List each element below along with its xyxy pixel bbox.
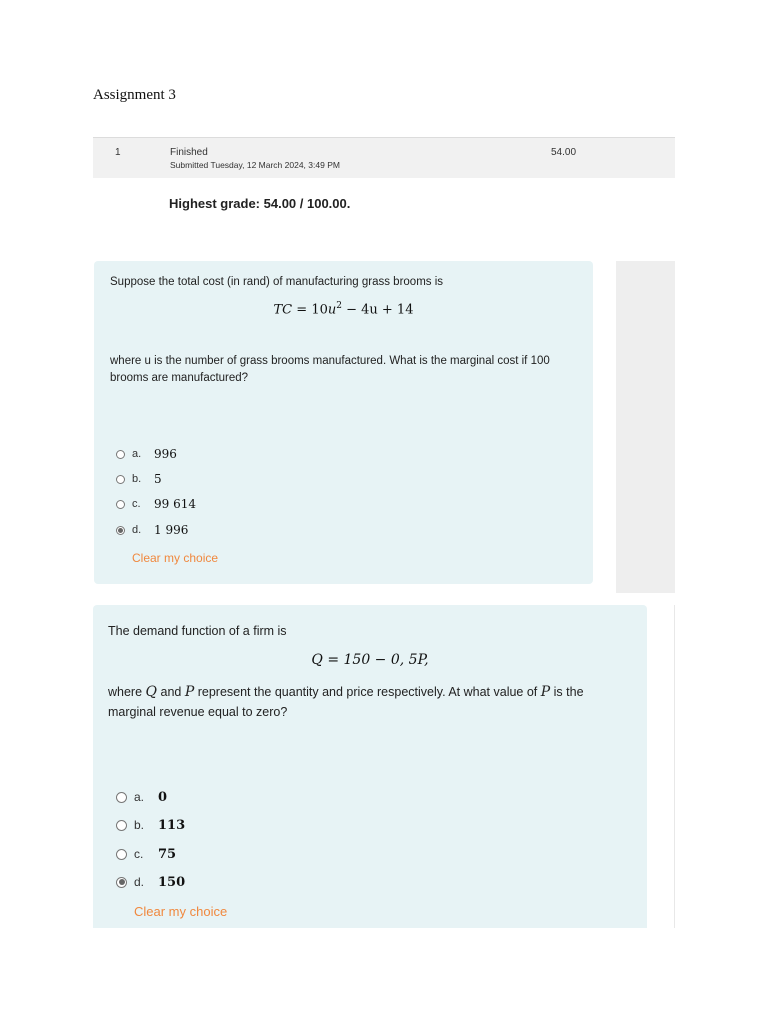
question-2-option-a[interactable]: [116, 788, 167, 806]
attempt-number: 1: [115, 147, 121, 158]
radio-button[interactable]: [116, 450, 125, 459]
question-2-option-c[interactable]: [116, 845, 176, 863]
radio-button-selected[interactable]: [116, 877, 127, 888]
question-2-body: where Q and P represent the quantity and price respectively. At what value of P is the marginal revenue equal to zero?: [108, 684, 584, 719]
option-letter: b.: [132, 473, 142, 485]
divider: [674, 605, 675, 928]
question-1-option-a[interactable]: [116, 445, 177, 463]
highest-grade: Highest grade: 54.00 / 100.00.: [169, 196, 351, 211]
option-letter: a.: [134, 790, 145, 804]
option-letter: c.: [134, 847, 144, 861]
question-2-option-d[interactable]: [116, 873, 185, 891]
attempt-state: Finished: [170, 147, 208, 158]
question-1-clear-choice-link[interactable]: Clear my choice: [132, 551, 219, 565]
option-value: 5: [154, 472, 162, 486]
option-letter: b.: [134, 818, 145, 832]
question-1-intro: Suppose the total cost (in rand) of manufacturing grass brooms is: [110, 276, 444, 288]
question-1-option-d[interactable]: [116, 521, 188, 539]
attempt-submitted-time: Submitted Tuesday, 12 March 2024, 3:49 PM: [170, 160, 340, 170]
attempt-summary-row: [93, 137, 675, 178]
option-value: 996: [154, 447, 177, 461]
side-panel: [616, 261, 675, 593]
option-value: 1 996: [154, 523, 189, 537]
option-value: 113: [158, 817, 186, 833]
question-1-option-b[interactable]: [116, 470, 162, 488]
radio-button-selected[interactable]: [116, 526, 125, 535]
question-2-card: [93, 605, 647, 928]
option-letter: d.: [132, 524, 142, 536]
radio-button[interactable]: [116, 820, 127, 831]
radio-button[interactable]: [116, 849, 127, 860]
option-letter: d.: [134, 875, 145, 889]
radio-button[interactable]: [116, 500, 125, 509]
question-2-option-b[interactable]: [116, 816, 185, 834]
question-1-body: where u is the number of grass brooms manufactured. What is the marginal cost if 100 brooms are manufactured?: [110, 355, 550, 384]
radio-button[interactable]: [116, 475, 125, 484]
page-title: Assignment 3: [93, 87, 176, 103]
question-2-formula: Q = 150 − 0, 5P,: [311, 652, 429, 668]
option-value: 99 614: [154, 497, 196, 511]
question-2-clear-choice-link[interactable]: Clear my choice: [134, 904, 228, 919]
question-1-card: [94, 261, 593, 584]
question-1-option-c[interactable]: [116, 495, 196, 513]
attempt-grade: 54.00: [551, 147, 577, 158]
question-1-formula: TC = $10u^2 - 4u + 14$: [273, 301, 414, 318]
option-letter: c.: [132, 498, 141, 510]
option-value: 75: [158, 846, 177, 862]
option-value: 0: [158, 789, 168, 805]
question-2-intro: The demand function of a firm is: [108, 624, 287, 638]
radio-button[interactable]: [116, 792, 127, 803]
option-letter: a.: [132, 448, 142, 460]
option-value: 150: [158, 874, 186, 890]
